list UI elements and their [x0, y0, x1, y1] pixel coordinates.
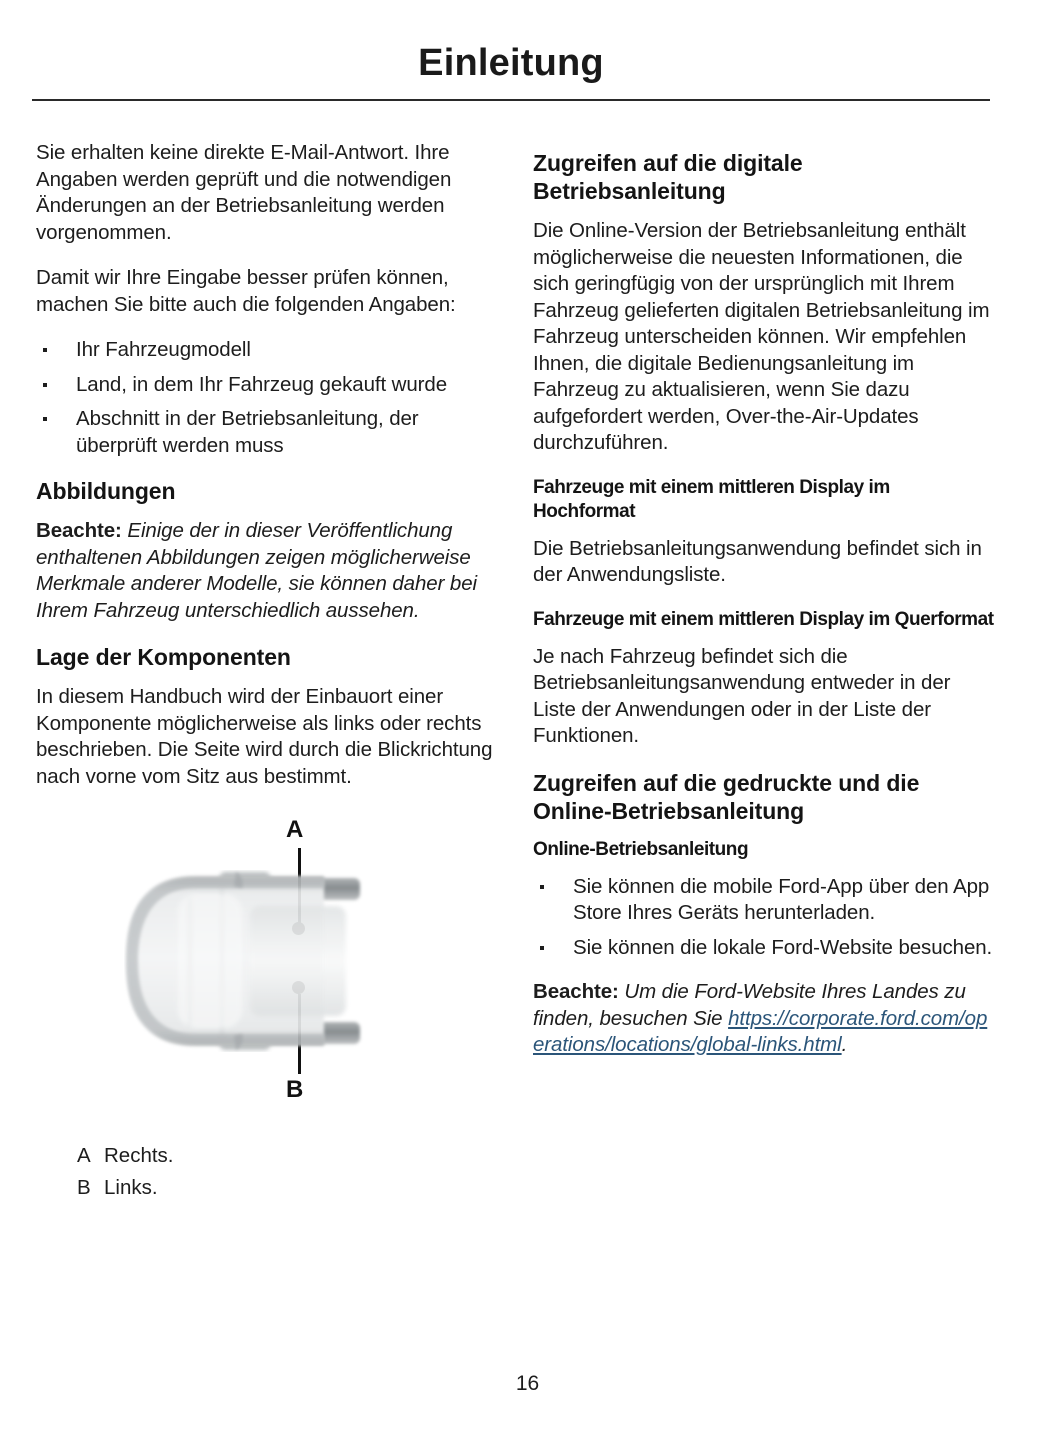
- list-item: [36, 337, 498, 364]
- list-item: [36, 406, 498, 459]
- figure-label-a: A: [286, 816, 304, 843]
- right-paragraph-2: Die Betriebsanleitungsanwendung befindet sich in der Anwendungsliste.: [533, 536, 982, 586]
- list-item: [36, 372, 498, 399]
- list-item: [533, 935, 995, 962]
- note-text: Einige der in dieser Veröffentlichung enthaltenen Abbildungen zeigen möglicherweise Merkmale anderer Modelle, sie können daher bei Ihrem Fahrzeug unterschiedlich aussehen.: [36, 519, 477, 622]
- list-item-text: Ihr Fahrzeugmodell: [76, 338, 251, 361]
- list-item: [36, 1172, 498, 1204]
- bullet-dot-icon: [540, 885, 544, 889]
- left-column: [36, 140, 498, 1204]
- legend-text: Links.: [104, 1176, 158, 1199]
- subsection-heading-querformat: Fahrzeuge mit einem mittleren Display im Querformat: [533, 608, 994, 630]
- left-paragraph-1: Sie erhalten keine direkte E-Mail-Antwort. Ihre Angaben werden geprüft und die notwendigen Änderungen an der Betriebsanleitung werden vorgenommen.: [36, 141, 452, 244]
- list-item: [533, 874, 995, 927]
- list-item: [36, 1140, 498, 1172]
- right-paragraph-1: Die Online-Version der Betriebsanleitung enthält möglicherweise die neuesten Informationen, die sich geringfügig von der ursprünglich mit Ihrem Fahrzeug gelieferten digitalen Betriebsanleitung im Fahrzeug unterscheiden können. Wir empfehlen Ihnen, die digitale Bedienungsanleitung im Fahrzeug zu aktualisieren, wenn Sie dazu aufgefordert werden, Over-the-Air-Updates durchzuführen.: [533, 219, 990, 454]
- header-divider: [32, 99, 990, 101]
- figure-legend: [36, 1140, 498, 1204]
- subsection-heading-online-betriebsanleitung: Online-Betriebsanleitung: [533, 838, 749, 860]
- note-label: Beachte:: [36, 519, 122, 542]
- vehicle-orientation-figure: [36, 816, 498, 1116]
- bullet-dot-icon: [540, 946, 544, 950]
- list-item-text: Sie können die lokale Ford-Website besuchen.: [573, 935, 993, 959]
- legend-key: B: [77, 1176, 91, 1199]
- bullet-dot-icon: [43, 348, 47, 352]
- list-item-text: Sie können die mobile Ford-App über den App Store Ihres Geräts herunterladen.: [573, 874, 990, 924]
- note-abbildungen: [36, 518, 498, 624]
- note-ford-website: [533, 979, 995, 1059]
- section-heading-abbildungen: Abbildungen: [36, 478, 176, 504]
- left-paragraph-2: Damit wir Ihre Eingabe besser prüfen können, machen Sie bitte auch die folgenden Angaben:: [36, 266, 456, 316]
- bullet-dot-icon: [43, 417, 47, 421]
- subsection-heading-hochformat: Fahrzeuge mit einem mittleren Display im Hochformat: [533, 476, 890, 522]
- left-paragraph-3: In diesem Handbuch wird der Einbauort einer Komponente möglicherweise als links oder rechts beschrieben. Die Seite wird durch die Blickrichtung nach vorne vom Sitz aus bestimmt.: [36, 685, 493, 788]
- right-paragraph-3: Je nach Fahrzeug befindet sich die Betriebsanleitungsanwendung entweder in der Liste der Anwendungen oder in der Liste der Funktionen.: [533, 644, 951, 747]
- note-text-after: .: [841, 1033, 848, 1056]
- note-label: Beachte:: [533, 980, 619, 1003]
- right-bullet-list: [533, 874, 995, 962]
- list-item-text: Land, in dem Ihr Fahrzeug gekauft wurde: [76, 372, 448, 396]
- section-heading-zugreifen-gedruckte: Zugreifen auf die gedruckte und die Online-Betriebsanleitung: [533, 769, 920, 824]
- ford-global-links-link[interactable]: https://corporate.ford.com/operations/locations/global-links.html: [533, 1006, 988, 1056]
- note-text-before: Um die Ford-Website Ihres Landes zu finden, besuchen Sie: [533, 980, 966, 1030]
- list-item-text: Abschnitt in der Betriebsanleitung, der überprüft werden muss: [76, 407, 419, 457]
- section-heading-lage-der-komponenten: Lage der Komponenten: [36, 644, 291, 670]
- page-title: Einleitung: [418, 42, 604, 84]
- legend-key: A: [77, 1144, 91, 1167]
- figure-label-b: B: [286, 1076, 304, 1103]
- right-column: [533, 140, 995, 1078]
- left-bullet-list: [36, 337, 498, 459]
- vehicle-top-view-illustration: [124, 870, 364, 1052]
- section-heading-zugreifen-digitale: Zugreifen auf die digitale Betriebsanleitung: [533, 150, 803, 204]
- bullet-dot-icon: [43, 383, 47, 387]
- legend-text: Rechts.: [104, 1144, 174, 1167]
- page-header: [32, 44, 990, 84]
- page-number: 16: [515, 1372, 540, 1395]
